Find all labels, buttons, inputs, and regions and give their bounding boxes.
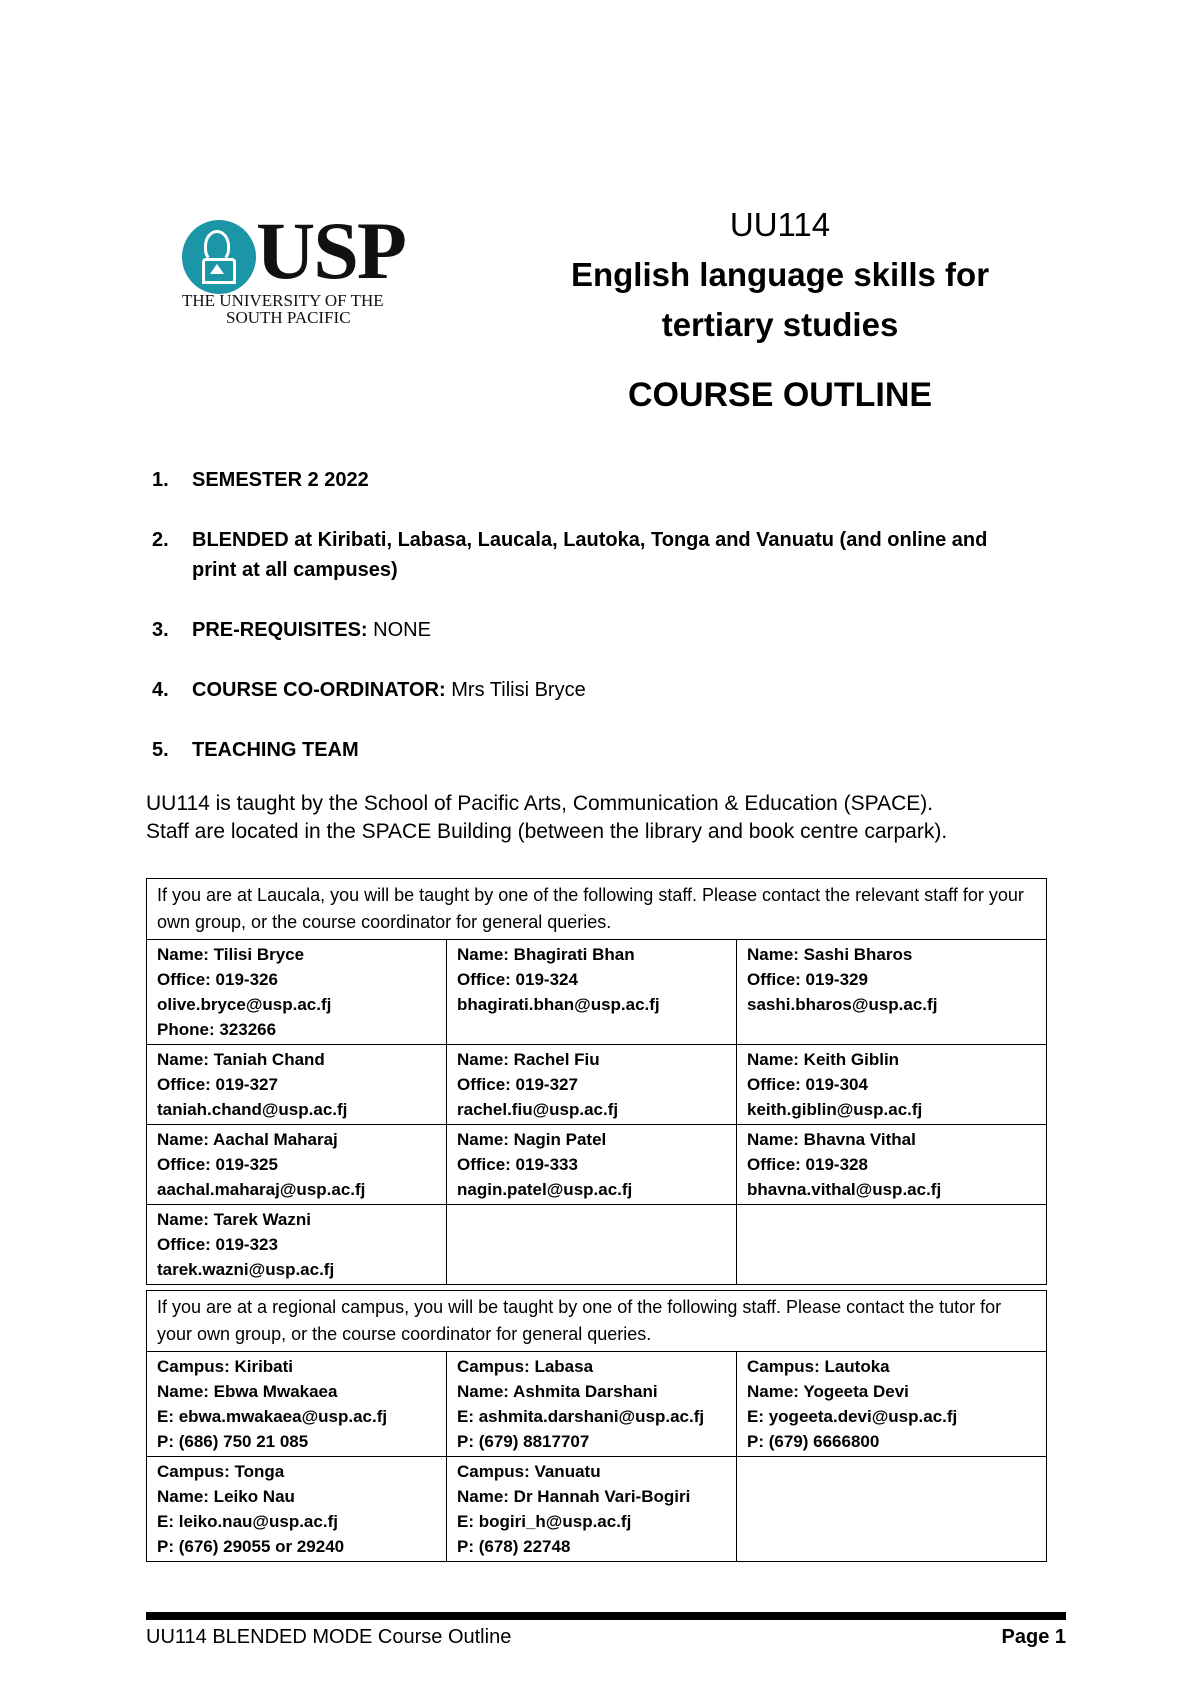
footer-title: UU114 BLENDED MODE Course Outline: [146, 1626, 512, 1648]
staff-detail: keith.giblin@usp.ac.fj: [747, 1100, 923, 1119]
list-label: SEMESTER 2 2022: [192, 469, 369, 491]
staff-detail: Campus: Kiribati: [157, 1357, 294, 1376]
staff-cell: [147, 1205, 447, 1285]
staff-detail: Phone: 323266: [157, 1020, 277, 1039]
table-row: [147, 1045, 1047, 1125]
list-number: 2.: [152, 529, 169, 551]
staff-detail: P: (679) 8817707: [457, 1432, 590, 1451]
staff-cell: [147, 1457, 447, 1562]
logo-subtitle: [182, 292, 422, 326]
list-item: [152, 735, 1032, 765]
staff-detail: Campus: Labasa: [457, 1357, 594, 1376]
staff-detail: P: (676) 29055 or 29240: [157, 1537, 345, 1556]
list-label: PRE-REQUISITES:: [192, 619, 368, 641]
staff-detail: Campus: Vanuatu: [457, 1462, 601, 1481]
list-item: [152, 465, 1032, 495]
list-item: [152, 675, 1032, 705]
staff-detail: Name: Nagin Patel: [457, 1130, 607, 1149]
staff-detail: Name: Tilisi Bryce: [157, 945, 305, 964]
staff-detail: Office: 019-327: [457, 1075, 578, 1094]
staff-detail: Name: Leiko Nau: [157, 1487, 295, 1506]
list-value: Mrs Tilisi Bryce: [445, 679, 586, 701]
list-label: BLENDED at Kiribati, Labasa, Laucala, Lautoka, Tonga and Vanuatu (and online and print at all campuses): [192, 529, 988, 581]
paragraph-line2: Staff are located in the SPACE Building (between the library and book centre carpark).: [146, 820, 948, 843]
regional-staff-table: [146, 1290, 1047, 1562]
staff-cell: [447, 940, 737, 1045]
staff-detail: Office: 019-329: [747, 970, 868, 989]
staff-detail: Office: 019-304: [747, 1075, 868, 1094]
list-number: 3.: [152, 619, 169, 641]
laucala-staff-table: [146, 878, 1047, 1285]
list-label: COURSE CO-ORDINATOR:: [192, 679, 446, 701]
staff-detail: Name: Yogeeta Devi: [747, 1382, 909, 1401]
staff-cell: [147, 1125, 447, 1205]
list-number: 5.: [152, 739, 169, 761]
staff-detail: Office: 019-327: [157, 1075, 278, 1094]
footer-rule: [146, 1612, 1066, 1620]
logo-subtitle-line1: THE UNIVERSITY OF THE: [182, 291, 384, 310]
staff-detail: aachal.maharaj@usp.ac.fj: [157, 1180, 366, 1199]
staff-detail: P: (679) 6666800: [747, 1432, 880, 1451]
staff-detail: Office: 019-323: [157, 1235, 278, 1254]
staff-detail: Name: Taniah Chand: [157, 1050, 325, 1069]
staff-detail: Office: 019-324: [457, 970, 578, 989]
staff-detail: Name: Ebwa Mwakaea: [157, 1382, 338, 1401]
staff-cell: [737, 940, 1047, 1045]
staff-cell: [737, 1125, 1047, 1205]
staff-detail: bhagirati.bhan@usp.ac.fj: [457, 995, 660, 1014]
staff-detail: Office: 019-333: [457, 1155, 578, 1174]
staff-detail: P: (678) 22748: [457, 1537, 571, 1556]
staff-detail: Name: Ashmita Darshani: [457, 1382, 658, 1401]
staff-detail: Name: Keith Giblin: [747, 1050, 900, 1069]
staff-detail: olive.bryce@usp.ac.fj: [157, 995, 332, 1014]
usp-logo: [182, 205, 422, 334]
course-title-line2: tertiary studies: [661, 306, 899, 343]
staff-detail: Name: Rachel Fiu: [457, 1050, 600, 1069]
list-label: TEACHING TEAM: [192, 739, 359, 761]
laucala-table-intro: If you are at Laucala, you will be taught by one of the following staff. Please contact the relevant staff for your own group, or the course coordinator for general queries.: [147, 879, 1047, 940]
staff-detail: E: yogeeta.devi@usp.ac.fj: [747, 1407, 958, 1426]
regional-table-intro: If you are at a regional campus, you will be taught by one of the following staff. Please contact the tutor for your own group, or the course coordinator for general queries.: [147, 1291, 1047, 1352]
teaching-paragraph: [146, 790, 1046, 846]
table-row: [147, 1125, 1047, 1205]
staff-cell: [737, 1457, 1047, 1562]
staff-detail: rachel.fiu@usp.ac.fj: [457, 1100, 619, 1119]
staff-cell: [147, 940, 447, 1045]
staff-detail: taniah.chand@usp.ac.fj: [157, 1100, 348, 1119]
logo-wordmark: USP: [256, 205, 405, 296]
staff-cell: [147, 1352, 447, 1457]
staff-detail: tarek.wazni@usp.ac.fj: [157, 1260, 335, 1279]
staff-cell: [147, 1045, 447, 1125]
course-outline-heading: COURSE OUTLINE: [627, 376, 933, 414]
list-item: [152, 525, 1032, 585]
staff-detail: Office: 019-326: [157, 970, 278, 989]
staff-detail: bhavna.vithal@usp.ac.fj: [747, 1180, 942, 1199]
staff-cell: [447, 1457, 737, 1562]
staff-detail: E: ashmita.darshani@usp.ac.fj: [457, 1407, 705, 1426]
table-row: [147, 1352, 1047, 1457]
staff-detail: Name: Bhagirati Bhan: [457, 945, 635, 964]
staff-detail: nagin.patel@usp.ac.fj: [457, 1180, 633, 1199]
paragraph-line1: UU114 is taught by the School of Pacific Arts, Communication & Education (SPACE).: [146, 792, 934, 815]
staff-detail: E: leiko.nau@usp.ac.fj: [157, 1512, 338, 1531]
course-title-block: [520, 200, 1040, 350]
staff-cell: [737, 1352, 1047, 1457]
staff-detail: Name: Sashi Bharos: [747, 945, 913, 964]
course-title-line1: English language skills for: [570, 256, 990, 293]
logo-subtitle-line2: SOUTH PACIFIC: [226, 308, 351, 327]
staff-detail: Name: Bhavna Vithal: [747, 1130, 916, 1149]
list-number: 4.: [152, 679, 169, 701]
staff-cell: [447, 1045, 737, 1125]
staff-detail: Campus: Lautoka: [747, 1357, 890, 1376]
table-row: [147, 1457, 1047, 1562]
usp-emblem-icon: [182, 220, 256, 294]
staff-detail: E: bogiri_h@usp.ac.fj: [457, 1512, 632, 1531]
staff-detail: Name: Dr Hannah Vari-Bogiri: [457, 1487, 691, 1506]
list-item: [152, 615, 1032, 645]
table-row: [147, 940, 1047, 1045]
staff-detail: P: (686) 750 21 085: [157, 1432, 309, 1451]
table-row: [147, 1205, 1047, 1285]
staff-detail: Office: 019-325: [157, 1155, 278, 1174]
staff-detail: Campus: Tonga: [157, 1462, 285, 1481]
list-number: 1.: [152, 469, 169, 491]
page-number: Page 1: [1001, 1626, 1066, 1648]
staff-detail: E: ebwa.mwakaea@usp.ac.fj: [157, 1407, 388, 1426]
course-info-list: [152, 465, 1032, 795]
staff-cell: [447, 1125, 737, 1205]
staff-detail: Name: Tarek Wazni: [157, 1210, 311, 1229]
staff-cell: [737, 1205, 1047, 1285]
staff-cell: [737, 1045, 1047, 1125]
staff-detail: Name: Aachal Maharaj: [157, 1130, 338, 1149]
list-value: NONE: [367, 619, 431, 641]
course-code: UU114: [729, 206, 831, 243]
staff-detail: Office: 019-328: [747, 1155, 868, 1174]
staff-cell: [447, 1352, 737, 1457]
staff-detail: sashi.bharos@usp.ac.fj: [747, 995, 938, 1014]
staff-cell: [447, 1205, 737, 1285]
